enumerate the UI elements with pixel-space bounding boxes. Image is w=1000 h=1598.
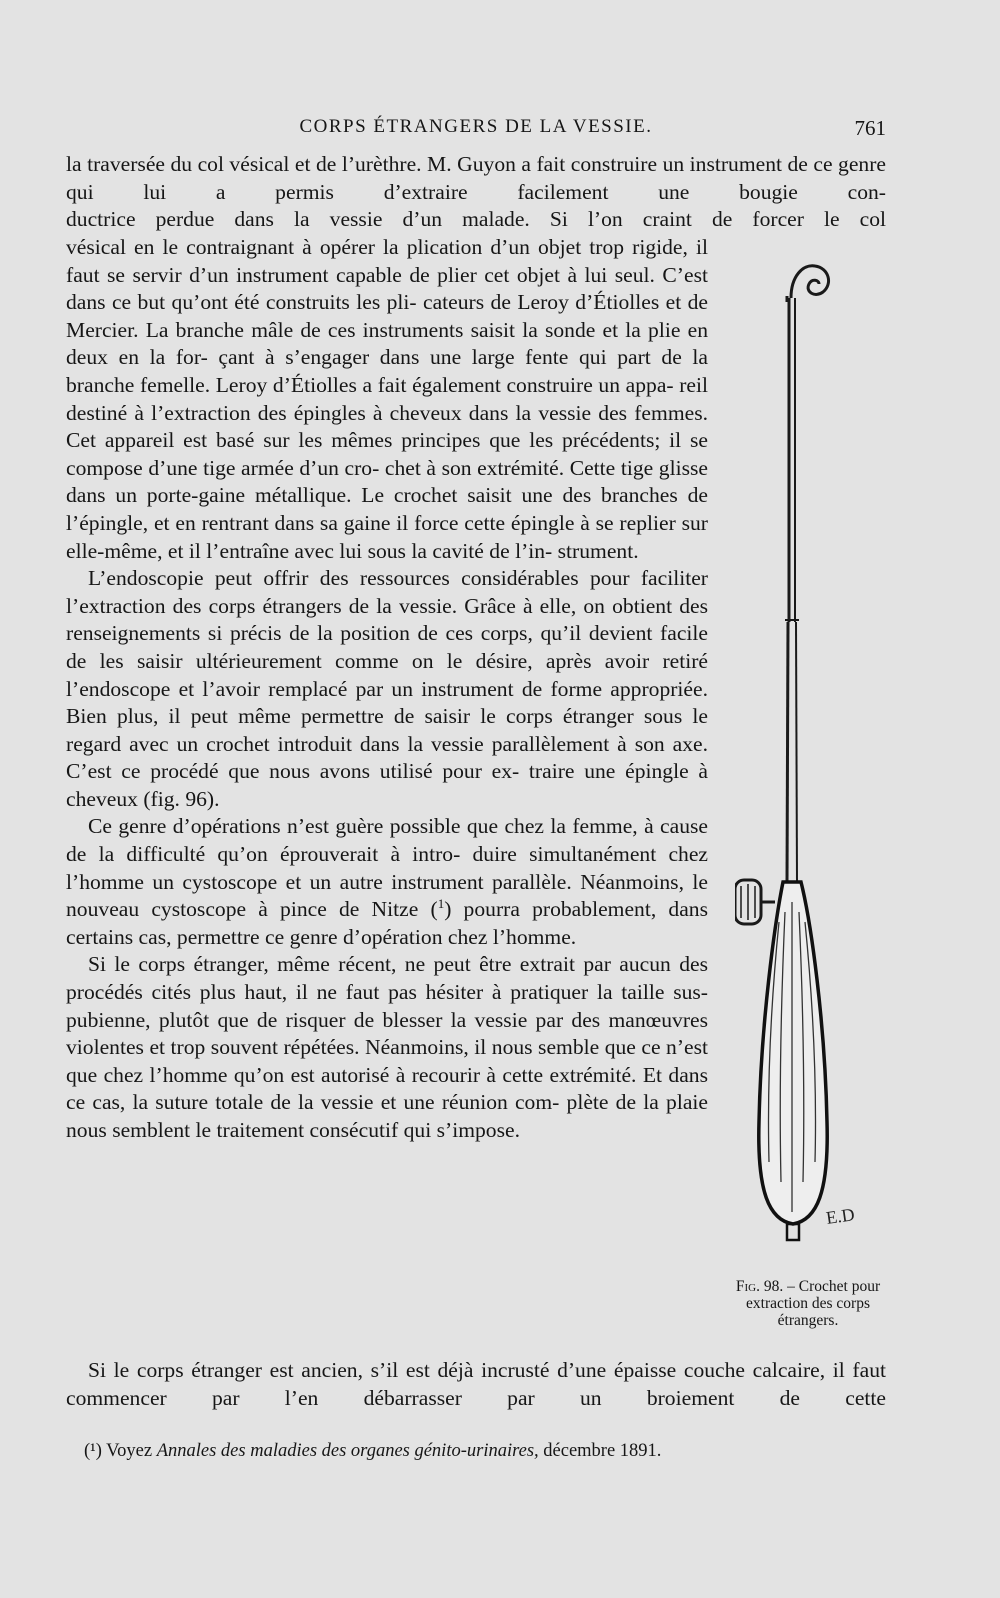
paragraph-text: Ce genre d’opérations n’est guère possible que chez la femme, à cause de la difficulté qu’on éprouverait à intro- duire simultanément chez l’homme un cystoscope et un autre instrument parallèle. Néanmoins, le nouveau cystoscope à pince de Nitze ( <box>66 814 708 922</box>
paragraph: Si le corps étranger est ancien, s’il est déjà incrusté d’une épaisse couche calcaire, il faut commencer par l’en débarrasser par un broiement de cette <box>66 1358 886 1410</box>
footnote-reference: 1 <box>437 896 445 912</box>
footnote-date: décembre 1891. <box>543 1441 662 1461</box>
figure-crochet-instrument <box>735 262 885 1270</box>
paragraph: Si le corps étranger, même récent, ne peut être extrait par aucun des procédés cités plus haut, il ne faut pas hésiter à pratiquer la taille sus-pubienne, plutôt que de risquer de blesser la vessie par des manœuvres violentes et trop souvent répétées. Néanmoins, il nous semble que ce n’est que chez l’homme qu’on est autorisé à recourir à cette extrémité. Et dans ce cas, la suture totale de la vessie et une réunion com- plète de la plaie nous semblent le traitement consécutif qui s’impose. <box>66 952 708 1142</box>
figure-label: Fig. 98. <box>735 1278 784 1295</box>
figure-caption-text: – Crochet pour extraction des corps étrangers. <box>746 1278 881 1329</box>
footnote-mark: (¹) <box>84 1441 102 1461</box>
footnote-before: Voyez <box>106 1441 153 1461</box>
page-number: 761 <box>854 116 886 140</box>
paragraph: L’endoscopie peut offrir des ressources considérables pour faciliter l’extraction des corps étrangers de la vessie. Grâce à elle, on obtient des renseignements si précis de la position de ces corps, qu’il devient facile de les saisir ultérieurement comme on le désire, après avoir retiré l’endoscope et l’avoir remplacé par un instrument de forme appropriée. Bien plus, il peut même permettre de saisir le corps étranger sous le regard avec un crochet introduit dans la vessie parallèlement à son axe. C’est ce procédé que nous avons utilisé pour ex- traire une épingle à cheveux (fig. 96). <box>66 566 708 811</box>
text-block-full-top <box>66 151 886 234</box>
figure-caption <box>728 1278 888 1329</box>
text-block-narrow <box>66 234 708 1145</box>
page-header <box>66 116 886 146</box>
paragraph: vésical en le contraignant à opérer la plication d’un objet trop rigide, il faut se servir d’un instrument capable de plier cet objet à lui seul. C’est dans ce but qu’ont été construits les pli- cateurs de Leroy d’Étiolles et de Mercier. La branche mâle de ces instruments saisit la sonde et la plie en deux en la for- çant à s’engager dans une large fente qui part de la branche femelle. Leroy d’Étiolles a fait également construire un appa- reil destiné à l’extraction des épingles à cheveux dans la vessie des femmes. Cet appareil est basé sur les mêmes principes que les précédents; il se compose d’une tige armée d’un cro- chet à son extrémité. Cette tige glisse dans un porte-gaine métallique. Le crochet saisit une des branches de l’épingle, et en rentrant dans sa gaine il force cette épingle à se replier sur elle-même, et il l’entraîne avec lui sous la cavité de l’in- strument. <box>66 235 708 563</box>
crochet-illustration <box>735 262 885 1270</box>
paragraph-text: ) pourra probablement, dans certains cas, permettre ce genre d’opération chez l’homme. <box>66 897 708 949</box>
paragraph <box>66 813 708 951</box>
text-block-full-bottom <box>66 1357 886 1412</box>
paragraph: la traversée du col vésical et de l’urèthre. M. Guyon a fait construire un instrument de ce genre qui lui a permis d’extraire facilement une bougie con- <box>66 152 886 204</box>
running-title: CORPS ÉTRANGERS DE LA VESSIE. <box>299 116 653 137</box>
footnote <box>84 1440 884 1462</box>
footnote-journal-title: Annales des maladies des organes génito-urinaires, <box>156 1441 539 1461</box>
paragraph: ductrice perdue dans la vessie d’un malade. Si l’on craint de forcer le col <box>66 207 886 232</box>
engraver-signature: E.D <box>824 1204 856 1228</box>
